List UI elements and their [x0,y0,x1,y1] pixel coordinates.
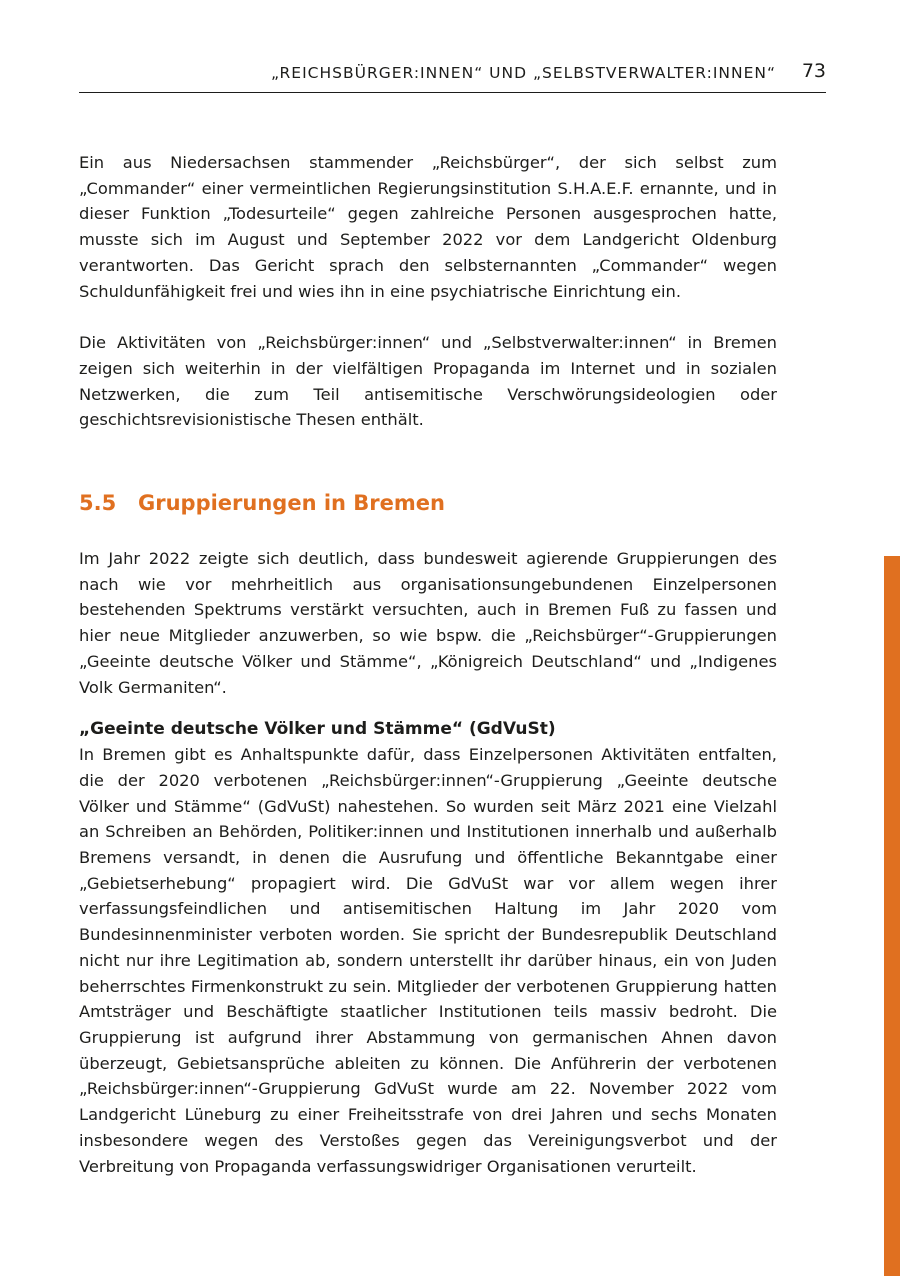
page-number: 73 [801,60,826,82]
chapter-marker-bar [884,556,900,1276]
paragraph-commander-trial: Ein aus Niedersachsen stammender „Reichsbürger“, der sich selbst zum „Commander“ einer vermeintlichen Regierungsinstitution S.H.A.E.F. ernannte, und in dieser Funktion „Todesurteile“ gegen zahlreiche Personen ausgesprochen hatte, musste sich im August und September 2022 vor dem Landgericht Oldenburg verantworten. Das Gericht sprach den selbsternannten „Commander“ wegen Schuldunfähigkeit frei und wies ihn in eine psychiatrische Einrichtung ein. [79,153,777,301]
page-body [79,150,777,1179]
paragraph-section-intro: Im Jahr 2022 zeigte sich deutlich, dass bundesweit agierende Gruppierungen des nach wie vor mehrheitlich aus organisationsungebundenen Einzelpersonen bestehenden Spektrums verstärkt versuchten, auch in Bremen Fuß zu fassen und hier neue Mitglieder anzuwerben, so wie bspw. die „Reichsbürger“-Gruppierungen „Geeinte deutsche Völker und Stämme“, „Königreich Deutschland“ und „Indigenes Volk Germaniten“. [79,549,777,697]
running-header [79,60,826,93]
section-heading [79,489,777,517]
section-title: Gruppierungen in Bremen [138,491,445,516]
subsection-heading: „Geeinte deutsche Völker und Stämme“ (GdVuSt) [79,719,556,740]
paragraph-propaganda: Die Aktivitäten von „Reichsbürger:innen“ und „Selbstverwalter:innen“ in Bremen zeigen sich weiterhin in der vielfältigen Propaganda im Internet und in sozialen Netzwerken, die zum Teil antisemitische Verschwörungsideologien oder geschichtsrevisionistische Thesen enthält. [79,333,777,430]
section-number: 5.5 [79,491,117,516]
running-title: „REICHSBÜRGER:INNEN“ UND „SELBSTVERWALTER:INNEN“ [271,64,776,82]
paragraph-gdvust: In Bremen gibt es Anhaltspunkte dafür, dass Einzelpersonen Aktivitäten entfalten, die der 2020 verbotenen „Reichsbürger:innen“-Gruppierung „Geeinte deutsche Völker und Stämme“ (GdVuSt) nahestehen. So wurden seit März 2021 eine Vielzahl an Schreiben an Behörden, Politiker:innen und Institutionen innerhalb und außerhalb Bremens versandt, in denen die Ausrufung und öffentliche Bekanntgabe einer „Gebietserhebung“ propagiert wird. Die GdVuSt war vor allem wegen ihrer verfassungsfeindlichen und antisemitischen Haltung im Jahr 2020 vom Bundesinnenminister verboten worden. Sie spricht der Bundesrepublik Deutschland nicht nur ihre Legitimation ab, sondern unterstellt ihr darüber hinaus, ein von Juden beherrschtes Firmenkonstrukt zu sein. Mitglieder der verbotenen Gruppierung hatten Amtsträger und Beschäftigte staatlicher Institutionen teils massiv bedroht. Die Gruppierung ist aufgrund ihrer Abstammung von germanischen Ahnen davon überzeugt, Gebietsansprüche ableiten zu können. Die Anführerin der verbotenen „Reichsbürger:innen“-Gruppierung GdVuSt wurde am 22. November 2022 vom Landgericht Lüneburg zu einer Freiheitsstrafe von drei Jahren und sechs Monaten insbesondere wegen des Verstoßes gegen das Vereinigungsverbot und der Verbreitung von Propaganda verfassungswidriger Organisationen verurteilt. [79,745,777,1176]
